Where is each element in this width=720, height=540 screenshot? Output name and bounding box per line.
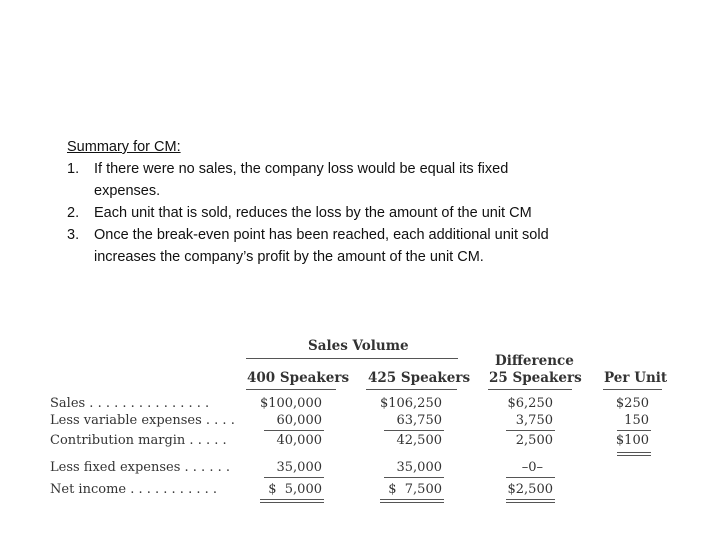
cell-425: $ 7,500: [388, 482, 442, 497]
double-rule: [506, 502, 555, 503]
double-rule: [506, 499, 555, 500]
double-rule: [617, 455, 651, 456]
row-label-net-income: Net income . . . . . . . . . . .: [50, 482, 217, 497]
header-rule: [246, 358, 458, 359]
double-rule: [380, 499, 444, 500]
cell-425: 63,750: [396, 413, 442, 428]
col-header-425: 425 Speakers: [368, 370, 471, 386]
row-label-fixed-expenses: Less fixed expenses . . . . . .: [50, 460, 230, 475]
item-number: 3.: [67, 227, 80, 243]
cell-per-unit: $100: [615, 433, 649, 448]
cell-400: 40,000: [276, 433, 322, 448]
col-header-difference: Difference: [495, 353, 574, 369]
cell-diff: $2,500: [507, 482, 553, 497]
cell-diff: –0–: [521, 460, 543, 475]
cell-per-unit: 150: [624, 413, 649, 428]
col-rule: [366, 389, 457, 390]
col-header-25: 25 Speakers: [489, 370, 582, 386]
cell-425: 35,000: [396, 460, 442, 475]
row-label-sales: Sales . . . . . . . . . . . . . . .: [50, 396, 210, 411]
item-number: 2.: [67, 205, 80, 221]
cell-400: 35,000: [276, 460, 322, 475]
cell-400: $100,000: [259, 396, 322, 411]
summary-title: Summary for CM:: [67, 139, 181, 155]
item-number: 1.: [67, 161, 80, 177]
subtotal-rule: [264, 430, 324, 431]
cell-diff: 2,500: [515, 433, 553, 448]
col-header-per-unit: Per Unit: [604, 370, 668, 386]
group-header-sales-volume: Sales Volume: [308, 338, 409, 354]
subtotal-rule: [384, 477, 444, 478]
subtotal-rule: [617, 430, 651, 431]
col-rule: [246, 389, 336, 390]
cell-per-unit: $250: [615, 396, 649, 411]
cell-diff: 3,750: [515, 413, 553, 428]
double-rule: [617, 452, 651, 453]
row-label-contribution-margin: Contribution margin . . . . .: [50, 433, 227, 448]
subtotal-rule: [264, 477, 324, 478]
col-rule: [488, 389, 572, 390]
double-rule: [260, 499, 324, 500]
item-text: Once the break-even point has been reached, each additional unit sold increases the company’s profit by the amount of the unit CM.: [94, 227, 549, 265]
subtotal-rule: [506, 477, 555, 478]
row-label-variable-expenses: Less variable expenses . . . .: [50, 413, 235, 428]
col-header-400: 400 Speakers: [247, 370, 350, 386]
col-rule: [603, 389, 662, 390]
cell-425: 42,500: [396, 433, 442, 448]
subtotal-rule: [384, 430, 444, 431]
item-text: Each unit that is sold, reduces the loss by the amount of the unit CM: [94, 205, 532, 221]
double-rule: [380, 502, 444, 503]
subtotal-rule: [506, 430, 555, 431]
cell-425: $106,250: [379, 396, 442, 411]
cell-diff: $6,250: [507, 396, 553, 411]
item-text: If there were no sales, the company loss would be equal its fixed expenses.: [94, 161, 509, 199]
double-rule: [260, 502, 324, 503]
cell-400: $ 5,000: [268, 482, 322, 497]
cell-400: 60,000: [276, 413, 322, 428]
